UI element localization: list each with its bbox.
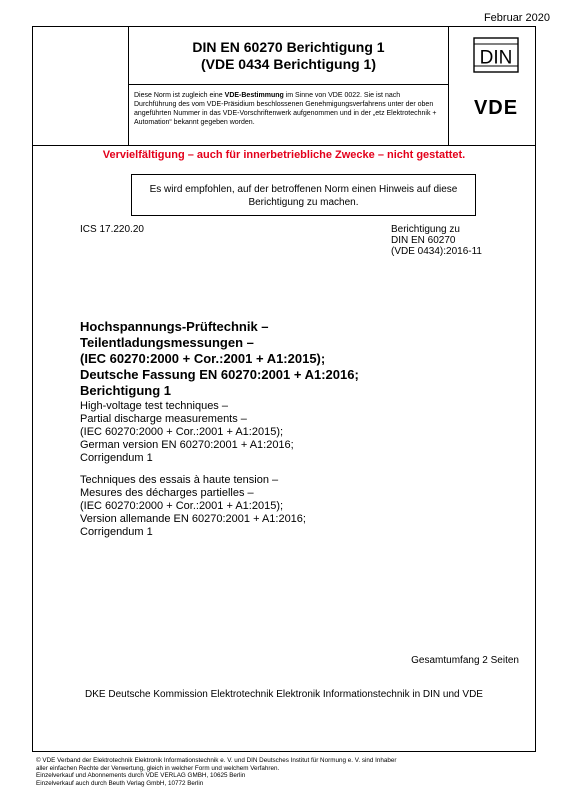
title-german-line: Deutsche Fassung EN 60270:2001 + A1:2016; bbox=[80, 367, 359, 382]
title-french-line: Mesures des décharges partielles – bbox=[80, 487, 254, 499]
correction-ref-line: DIN EN 60270 bbox=[391, 235, 456, 246]
title-english-line: High-voltage test techniques – bbox=[80, 400, 228, 412]
title-german-line: (IEC 60270:2000 + Cor.:2001 + A1:2015); bbox=[80, 351, 326, 366]
din-logo bbox=[473, 37, 519, 73]
standard-title-line1: DIN EN 60270 Berichtigung 1 bbox=[192, 39, 385, 55]
footer-line: aller einfachen Rechte der Verwertung, gleich in welcher Form und welchem Verfahren. bbox=[36, 764, 280, 772]
footer-line: Einzelverkauf und Abonnements durch VDE VERLAG GMBH, 10625 Berlin bbox=[36, 772, 246, 779]
din-logo-text: DIN bbox=[479, 47, 513, 69]
footer-line: © VDE Verband der Elektrotechnik Elektronik Informationstechnik e. V. und DIN Deutsches Institut für Normung e. V. sind Inhaber bbox=[36, 757, 397, 764]
document-frame bbox=[32, 26, 536, 752]
correction-ref-line: Berichtigung zu bbox=[391, 224, 460, 235]
title-english-line: German version EN 60270:2001 + A1:2016; bbox=[80, 439, 294, 451]
title-german bbox=[80, 319, 359, 399]
total-pages: Gesamtumfang 2 Seiten bbox=[411, 655, 519, 666]
vde-note-bold: VDE-Bestimmung bbox=[224, 92, 284, 99]
title-german-line: Teilentladungsmessungen – bbox=[80, 335, 254, 350]
vde-note-pre: Diese Norm ist zugleich eine bbox=[134, 92, 225, 99]
title-english-line: Partial discharge measurements – bbox=[80, 413, 247, 425]
blank-field bbox=[33, 27, 129, 145]
vde-logo-text: VDE bbox=[473, 97, 519, 117]
standard-title-line2: (VDE 0434 Berichtigung 1) bbox=[200, 56, 377, 72]
standard-title-box bbox=[129, 27, 449, 85]
footer-copyright bbox=[36, 757, 536, 787]
vde-note bbox=[129, 85, 449, 145]
title-english-line: (IEC 60270:2000 + Cor.:2001 + A1:2015); bbox=[80, 426, 284, 438]
dke-line: DKE Deutsche Kommission Elektrotechnik Elektronik Informationstechnik in DIN und VDE bbox=[85, 689, 483, 700]
title-french-line: Corrigendum 1 bbox=[80, 526, 153, 538]
vde-note-post: im Sinne von VDE 0022. Sie ist nach Durchführung des vom VDE-Präsidium beschlossenen Genehmigungsverfahrens unter der oben angeführten Nummer in das VDE-Vorschriftenwerk aufgenommen und in der „etz Elektrotechnik + Automation“ bekannt gegeben worden. bbox=[134, 92, 437, 126]
copy-warning: Vervielfältigung – auch für innerbetriebliche Zwecke – nicht gestattet. bbox=[102, 149, 466, 161]
issue-date: Februar 2020 bbox=[483, 12, 550, 24]
title-english bbox=[80, 400, 294, 465]
title-french-line: Techniques des essais à haute tension – bbox=[80, 474, 279, 486]
correction-reference bbox=[391, 224, 482, 257]
title-german-line: Berichtigung 1 bbox=[80, 383, 172, 398]
title-french-line: Version allemande EN 60270:2001 + A1:2016; bbox=[80, 513, 306, 525]
title-french-line: (IEC 60270:2000 + Cor.:2001 + A1:2015); bbox=[80, 500, 284, 512]
vde-logo bbox=[463, 97, 529, 117]
title-english-line: Corrigendum 1 bbox=[80, 452, 153, 464]
footer-line: Einzelverkauf auch durch Beuth Verlag GmbH, 10772 Berlin bbox=[36, 779, 204, 787]
correction-ref-line: (VDE 0434):2016-11 bbox=[391, 246, 482, 257]
ics-code: ICS 17.220.20 bbox=[80, 224, 144, 235]
title-french bbox=[80, 474, 306, 539]
recommendation-box: Es wird empfohlen, auf der betroffenen Norm einen Hinweis auf diese Berichtigung zu machen. bbox=[131, 174, 476, 216]
header-divider bbox=[33, 145, 535, 146]
title-german-line: Hochspannungs-Prüftechnik – bbox=[80, 319, 269, 334]
